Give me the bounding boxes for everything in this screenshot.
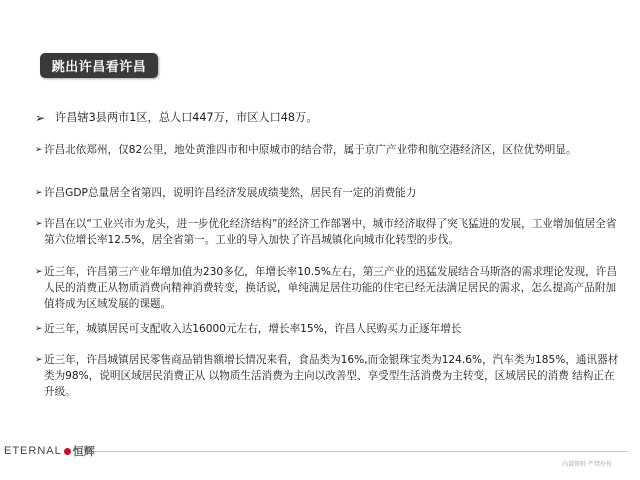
logo-wordmark: ETERNAL (4, 445, 62, 457)
arrow-bullet-icon: ➢ (35, 188, 43, 198)
arrow-bullet-icon: ➢ (35, 219, 43, 229)
section-title-badge (40, 53, 158, 78)
bullet-text: 近三年，许昌城镇居民零售商品销售额增长情况来看，食品类为16%,而金银珠宝类为124.6%，汽车类为185%，通讯器材类为98%，说明区域居民消费正从 以物质生活消费为主向以改善型、享受型生活消费为主转变，区域居民的消费 结构正在升级。 (44, 354, 619, 398)
bullet-item (35, 321, 620, 337)
arrow-bullet-icon: ➢ (35, 145, 43, 155)
bullet-item (35, 185, 620, 201)
bullet-item (35, 264, 620, 312)
bullet-text: 许昌在以“工业兴市为龙头，进一步优化经济结构”的经济工作部署中，城市经济取得了突飞猛进的发展，工业增加值居全省第六位增长率12.5%，居全省第一。工业的导入加快了许昌城镇化向城市化转型的步伐。 (44, 218, 617, 246)
bullet-item (35, 110, 620, 126)
arrow-bullet-icon: ➢ (35, 324, 43, 334)
bullet-item (35, 142, 620, 158)
bullet-text: 许昌北依郑州，仅82公里，地处黄淮四市和中原城市的结合带，属于京广产业带和航空港经济区，区位优势明显。 (44, 144, 577, 156)
bullet-item (35, 216, 620, 248)
logo-dot-icon (64, 448, 71, 455)
section-title: 跳出许昌看许昌 (51, 60, 147, 75)
arrow-bullet-icon: ➢ (35, 267, 43, 277)
confidential-note: 内部资料 严禁外传 (562, 461, 612, 468)
bullet-text: 许昌辖3县两市1区，总人口447万，市区人口48万。 (55, 111, 318, 124)
bullet-item (35, 352, 620, 400)
bullet-text: 许昌GDP总量居全省第四，说明许昌经济发展成绩斐然，居民有一定的消费能力 (44, 187, 417, 199)
arrow-bullet-icon: ➢ (35, 111, 46, 125)
arrow-bullet-icon: ➢ (35, 355, 43, 365)
bullet-text: 近三年，城镇居民可支配收入达16000元左右，增长率15%，许昌人民购买力正逐年增长 (44, 323, 462, 335)
footer-divider (86, 451, 628, 452)
company-logo (4, 441, 95, 461)
bullet-text: 近三年，许昌第三产业年增加值为230多亿，年增长率10.5%左右，第三产业的迅猛发展结合马斯洛的需求理论发现，许昌人民的消费正从物质消费向精神消费转变，换话说，单纯满足居住功能的住宅已经无法满足居民的需求，怎么提高产品附加值将成为区域发展的课题。 (44, 266, 617, 310)
logo-chinese-name: 恒辉 (72, 445, 95, 458)
